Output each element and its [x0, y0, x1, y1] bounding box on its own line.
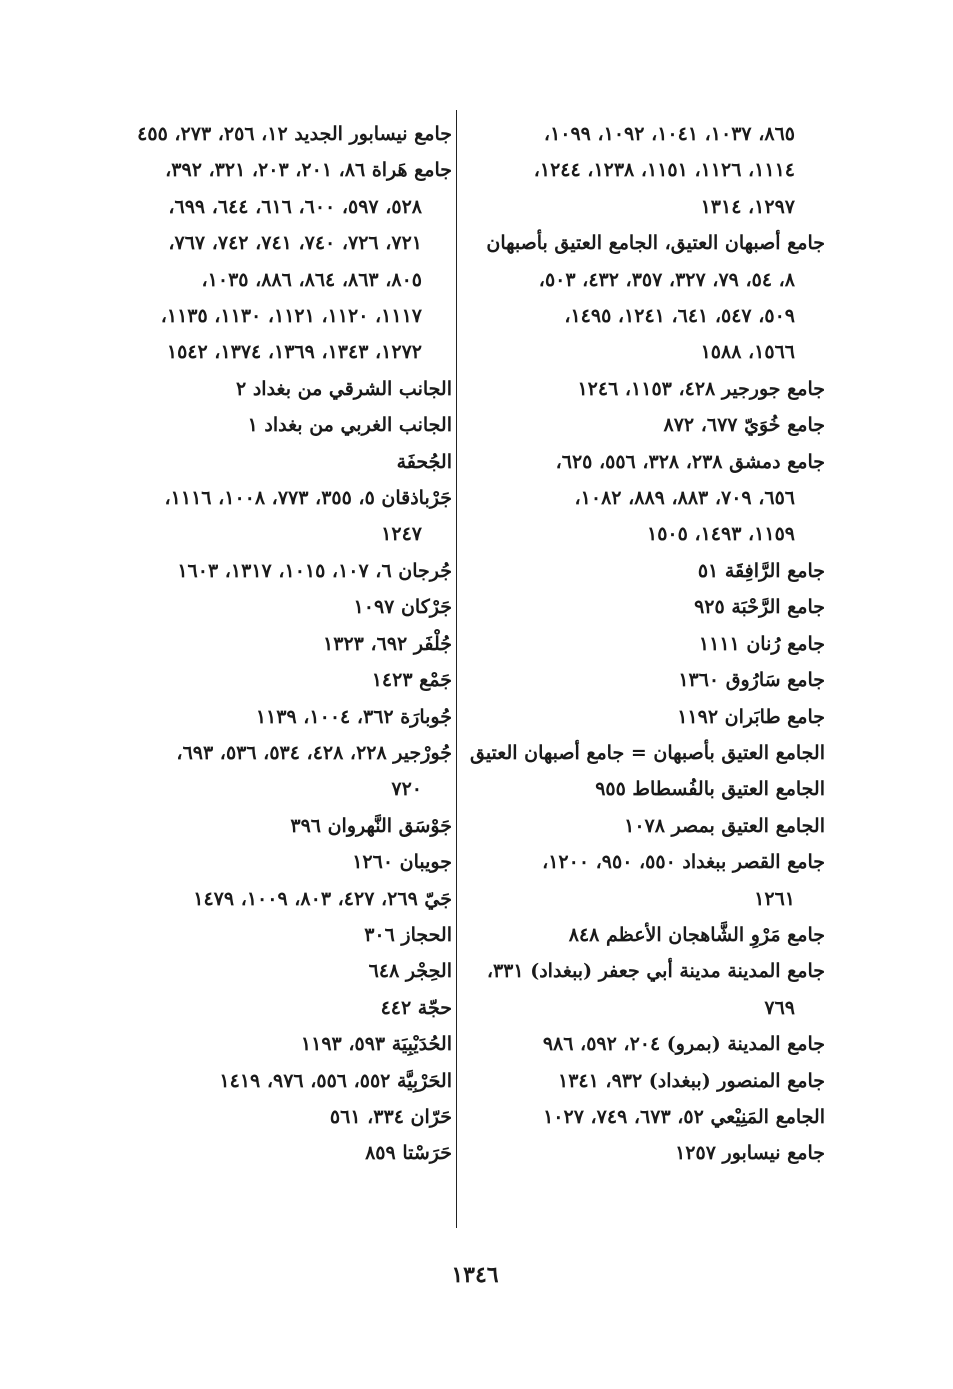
index-entry-continuation: ١٢٤٧	[381, 523, 422, 546]
index-entry	[90, 844, 452, 880]
index-entry	[463, 553, 825, 589]
index-entry	[463, 225, 825, 371]
index-entry	[463, 116, 825, 225]
index-entry	[90, 116, 452, 152]
index-entry-continuation: ١١١٤، ١١٢٦، ١١٥١، ١٢٣٨، ١٢٤٤،	[533, 159, 795, 182]
index-entry	[90, 699, 452, 735]
index-entry-continuation: ٥٠٩، ٥٤٧، ٦٤١، ١٢٤١، ١٤٩٥،	[564, 305, 795, 328]
index-entry	[90, 589, 452, 625]
index-entry-heading: جامع رُنان ١١١١	[698, 632, 825, 655]
index-entry-continuation: ٧٦٩	[764, 996, 795, 1019]
index-entry	[463, 771, 825, 807]
index-entry-continuation: ٧٢٠	[391, 778, 422, 801]
index-entry	[463, 626, 825, 662]
index-entry-heading: الجامع المَنِيْعي ٥٢، ٦٧٣، ٧٤٩، ١٠٢٧	[543, 1105, 825, 1128]
index-entry-heading: الجامع العتيق بمصر ١٠٧٨	[624, 814, 825, 837]
index-entry-heading: جَمْع ١٤٢٣	[371, 669, 452, 692]
index-entry-heading: الحجاز ٣٠٦	[364, 923, 452, 946]
index-entry-heading: جامع نيسابور ١٢٥٧	[675, 1142, 825, 1165]
index-entry-heading: جُورْجير ٢٢٨، ٤٢٨، ٥٣٤، ٥٣٦، ٦٩٣،	[176, 741, 452, 764]
index-entry-heading: جَوْسَق النَّهروان ٣٩٦	[290, 814, 452, 837]
column-divider	[456, 110, 457, 1228]
index-entry	[90, 662, 452, 698]
index-entry-heading: جامع دمشق ٢٣٨، ٣٢٨، ٥٥٦، ٦٢٥،	[555, 450, 825, 473]
index-entry	[90, 735, 452, 808]
index-entry	[463, 1135, 825, 1171]
index-entry-continuation: ١٢٩٧، ١٣١٤	[700, 195, 795, 218]
index-entry-continuation: ٨، ٥٤، ٧٩، ٣٢٧، ٣٥٧، ٤٣٢، ٥٠٣،	[538, 268, 795, 291]
index-entry	[463, 735, 825, 771]
index-entry-continuation: ٦٥٦، ٧٠٩، ٨٨٣، ٨٨٩، ١٠٨٢،	[574, 487, 795, 510]
index-entry	[90, 480, 452, 553]
index-entry-continuation: ٧٢١، ٧٢٦، ٧٤٠، ٧٤١، ٧٤٢، ٧٦٧،	[168, 232, 422, 255]
index-entry	[463, 444, 825, 553]
index-entry-heading: جامع المدينة مدينة أبي جعفر (ببغداد) ٣٣١،	[486, 960, 825, 983]
index-entry	[463, 953, 825, 1026]
index-entry-heading: الحَرْبِيَّة ٥٥٢، ٥٥٦، ٩٧٦، ١٤١٩	[219, 1069, 452, 1092]
index-entry-heading: الجامع العتيق بالفُسطاط ٩٥٥	[595, 778, 825, 801]
index-entry	[90, 626, 452, 662]
index-entry-heading: جامع نيسابور الجديد ١٢، ٢٥٦، ٢٧٣، ٤٥٥	[137, 123, 452, 145]
index-entry-heading: جامع الرَّحْبَة ٩٢٥	[694, 596, 825, 619]
index-entry	[463, 844, 825, 917]
index-entry-heading: حَرَسْتا ٨٥٩	[365, 1142, 452, 1165]
index-entry	[463, 1099, 825, 1135]
index-entry	[463, 808, 825, 844]
index-entry-continuation: ١٢٧٢، ١٣٤٣، ١٣٦٩، ١٣٧٤، ١٥٤٢	[166, 341, 422, 364]
index-entry-continuation: ١٥٦٦، ١٥٨٨	[700, 341, 795, 364]
page-number: ١٣٤٦	[451, 1262, 499, 1288]
index-entry	[90, 407, 452, 443]
index-entry-heading: جامع الرَّافِقَة ٥١	[697, 559, 825, 582]
index-entry-heading: حَرّان ٣٣٤، ٥٦١	[329, 1105, 452, 1128]
index-entry	[463, 699, 825, 735]
index-entry-heading: جويبان ١٢٦٠	[352, 851, 452, 874]
index-entry-heading: الحُدَيْبِيَة ٥٩٣، ١١٩٣	[300, 1033, 452, 1056]
index-entry	[90, 917, 452, 953]
index-entry-heading: جامع طابَران ١١٩٢	[677, 705, 825, 728]
index-entry-heading: جَرْكان ١٠٩٧	[353, 596, 452, 619]
index-entry-heading: الحِجْر ٦٤٨	[368, 960, 452, 983]
index-entry-heading: حجّة ٤٤٢	[380, 996, 452, 1019]
index-entry	[90, 990, 452, 1026]
index-entry	[463, 371, 825, 407]
index-entry-heading: جُلْفَر ٦٩٢، ١٣٢٣	[323, 632, 452, 655]
index-entry-heading: الجُحفَة	[396, 450, 452, 473]
index-entry-heading: جامع مَرْوِ الشَّاهجان الأعظم ٨٤٨	[568, 923, 825, 946]
index-entry-heading: جُرجان ٦، ١٠٧، ١٠١٥، ١٣١٧، ١٦٠٣	[177, 559, 452, 582]
index-entry	[90, 808, 452, 844]
index-entry	[463, 662, 825, 698]
index-entry-heading: جامع المدينة (بمرو) ٢٠٤، ٥٩٢، ٩٨٦	[542, 1033, 825, 1056]
index-entry	[463, 589, 825, 625]
left-index-column	[90, 116, 452, 1172]
index-entry-heading: جامع أصبهان العتيق، الجامع العتيق بأصبهان	[486, 232, 825, 255]
index-entry-heading: جامع القصر ببغداد ٥٥٠، ٩٥٠، ١٢٠٠،	[542, 851, 825, 874]
index-entry-heading: جامع هَراة ٨٦، ٢٠١، ٢٠٣، ٣٢١، ٣٩٢،	[165, 159, 452, 182]
index-entry-heading: الجانب الغربي من بغداد ١	[247, 414, 452, 437]
index-entry	[90, 1063, 452, 1099]
index-entry-heading: جامع خُوَيّ ٦٧٧، ٨٧٢	[663, 414, 825, 437]
index-entry-continuation: ١١١٧، ١١٢٠، ١١٢١، ١١٣٠، ١١٣٥،	[160, 305, 422, 328]
index-entry	[90, 1099, 452, 1135]
index-entry	[463, 1026, 825, 1062]
index-entry	[90, 152, 452, 370]
index-entry-continuation: ٨٠٥، ٨٦٣، ٨٦٤، ٨٨٦، ١٠٣٥،	[201, 268, 422, 291]
index-entry-heading: جامع المنصور (ببغداد) ٩٣٢، ١٣٤١	[557, 1069, 825, 1092]
index-entry	[463, 917, 825, 953]
index-entry	[463, 1063, 825, 1099]
index-entry	[90, 371, 452, 407]
index-entry	[90, 1135, 452, 1171]
index-entry-continuation: ١٢٦١	[754, 887, 795, 910]
index-entry-continuation: ٥٢٨، ٥٩٧، ٦٠٠، ٦١٦، ٦٤٤، ٦٩٩،	[168, 195, 422, 218]
right-index-column	[463, 116, 825, 1172]
index-entry	[90, 444, 452, 480]
index-entry-heading: جامع سَارُوق ١٣٦٠	[678, 669, 825, 692]
index-entry-heading: الجامع العتيق بأصبهان = جامع أصبهان العتيق	[469, 741, 825, 764]
index-entry-heading: جامع جورجير ٤٢٨، ١١٥٣، ١٢٤٦	[577, 377, 825, 400]
index-entry-heading: ٨٦٥، ١٠٣٧، ١٠٤١، ١٠٩٢، ١٠٩٩،	[543, 123, 795, 145]
index-entry-continuation: ١١٥٩، ١٤٩٣، ١٥٠٥	[647, 523, 795, 546]
index-entry	[90, 1026, 452, 1062]
index-entry	[90, 881, 452, 917]
index-entry	[90, 953, 452, 989]
index-entry-heading: جُوبارَة ٣٦٢، ١٠٠٤، ١١٣٩	[255, 705, 452, 728]
index-entry-heading: جَرْباذقان ٥، ٣٥٥، ٧٧٣، ١٠٠٨، ١١١٦،	[164, 487, 452, 510]
index-entry	[463, 407, 825, 443]
index-entry-heading: الجانب الشرقي من بغداد ٢	[236, 377, 452, 400]
index-entry-heading: جَيّ ٢٦٩، ٤٢٧، ٨٠٣، ١٠٠٩، ١٤٧٩	[193, 887, 452, 910]
index-entry	[90, 553, 452, 589]
